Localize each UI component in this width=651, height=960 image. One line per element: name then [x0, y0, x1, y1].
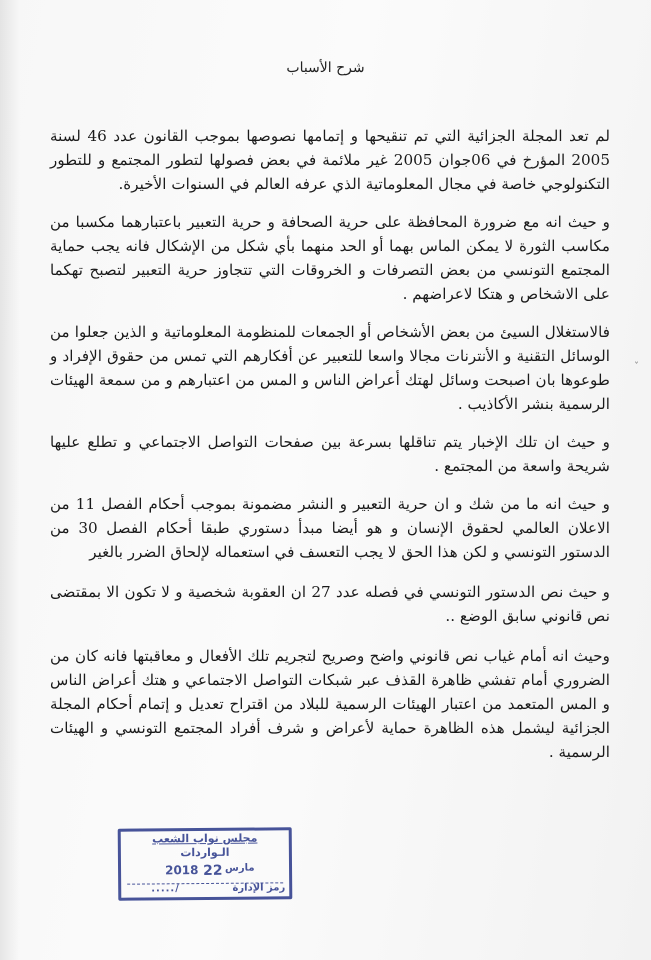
paragraph-5: و حيث انه ما من شك و ان حرية التعبير و النشر مضمونة بموجب أحكام الفصل 11 من الاعلان العالمي لحقوق الإنسان و هو أيضا مبدأ دستوري طبقا أحكام الفصل 30 من الدستور التونسي و لكن هذا الحق لا يجب التعسف في استعماله لإلحاق الضرر بالغير [50, 495, 610, 561]
paragraph-7: وحيث انه أمام غياب نص قانوني واضح وصريح لتجريم تلك الأفعال و معاقبتها فانه كان من الضروري أمام تفشي ظاهرة القذف عبر شبكات التواصل الاجتماعي و هتك أعراض الناس و المس المتعمد من اعتبار الهيئات الرسمية للبلاد من اقتراح تعديل و إتمام أحكام المجلة الجزائية ليشمل هذه الظاهرة حماية لأعراض و شرف أفراد المجتمع التونسي و الهيئات الرسمية . [50, 647, 610, 761]
page-edge-shadow [0, 0, 20, 960]
document-title: شرح الأسباب [286, 60, 365, 76]
stamp-date [121, 862, 289, 880]
paragraph-1: لم تعد المجلة الجزائية التي تم تنقيحها و إتمامها نصوصها بموجب القانون عدد 46 لسنة 2005 المؤرخ في 06جوان 2005 غير ملائمة في بعض فصولها لتطور المجتمع و للتطور التكنولوجي خاصة في مجال المعلوماتية الذي عرفه العالم في السنوات الأخيرة. [50, 127, 610, 193]
stamp-institution: مجلس نواب الشعب [152, 831, 258, 846]
stamp-year: 2018 [164, 863, 199, 878]
stamp-day: 22 [202, 862, 223, 880]
document-body [50, 124, 610, 780]
pencil-mark-icon: ˇ [634, 362, 639, 373]
paragraph-4: و حيث ان تلك الإخبار يتم تناقلها بسرعة بين صفحات التواصل الاجتماعي و تطلع عليها شريحة واسعة من المجتمع . [50, 433, 610, 475]
paragraph-6: و حيث نص الدستور التونسي في فصله عدد 27 ان العقوبة شخصية و لا تكون الا بمقتضى نص قانوني سابق الوضع .. [50, 583, 610, 625]
stamp-registry: الـواردات [180, 845, 230, 860]
paragraph-3: فالاستغلال السيئ من بعض الأشخاص أو الجمعات للمنظومة المعلوماتية و الذين جعلوا من الوسائل التقنية و الأنترنات مجالا واسعا للتعبير عن أفكارهم التي تمس من حقوق الإفراد و طوعوها بان اصبحت وسائل لهتك أعراض الناس و المس من اعتبارهم و من سمعة الهيئات الرسمية بنشر الأكاذيب . [50, 323, 610, 413]
stamp-ref-label: رمز الإدارة [232, 882, 286, 894]
received-stamp [118, 827, 293, 901]
stamp-month: مارس [224, 862, 255, 874]
paragraph-2: و حيث انه مع ضرورة المحافظة على حرية الصحافة و حرية التعبير باعتبارهما مكسبا من مكاسب الثورة لا يمكن الماس بهما أو الحد منهما بأي شكل من الإشكال فانه يجب حماية المجتمع التونسي من بعض التصرفات و الخروقات التي تتجاوز حرية التعبير لتصبح تهكما على الاشخاص و هتكا لاعراضهم . [50, 213, 610, 303]
stamp-ref-value: /..... [151, 883, 180, 895]
